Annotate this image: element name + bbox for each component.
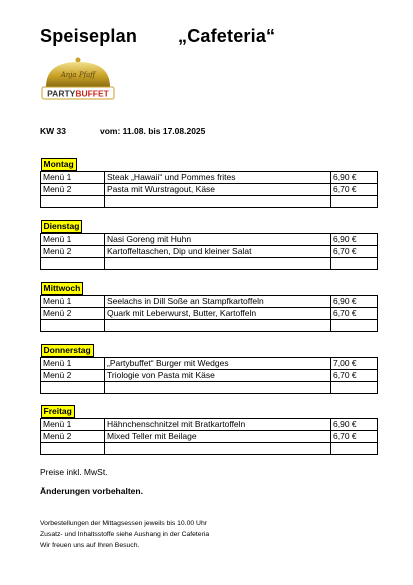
menu-label: Menü 1 xyxy=(41,296,105,308)
dish-name: Steak „Hawaii“ und Pommes frites xyxy=(105,172,331,184)
dish-price: 6,90 € xyxy=(331,234,378,246)
table-row xyxy=(41,431,378,443)
cloche-logo-icon xyxy=(40,55,116,103)
changes-note: Änderungen vorbehalten. xyxy=(40,486,143,496)
partybuffet-logo xyxy=(40,55,116,103)
dish-price: 6,70 € xyxy=(331,184,378,196)
day-block-donnerstag xyxy=(40,344,377,394)
dish-name: Triologie von Pasta mit Käse xyxy=(105,370,331,382)
dish-name: Hähnchenschnitzel mit Bratkartoffeln xyxy=(105,419,331,431)
table-row-empty xyxy=(41,258,378,270)
menu-label: Menü 2 xyxy=(41,308,105,320)
menu-label: Menü 1 xyxy=(41,358,105,370)
menu-table xyxy=(40,405,378,455)
menu-label: Menü 2 xyxy=(41,370,105,382)
menu-label: Menü 2 xyxy=(41,246,105,258)
week-range: vom: 11.08. bis 17.08.2025 xyxy=(100,126,206,136)
price-note: Preise inkl. MwSt. xyxy=(40,467,108,477)
footer-line-preorder: Vorbestellungen der Mittagsessen jeweils bis 10.00 Uhr xyxy=(40,520,207,527)
dish-price: 6,70 € xyxy=(331,246,378,258)
dish-name: Nasi Goreng mit Huhn xyxy=(105,234,331,246)
day-name: Montag xyxy=(41,158,77,171)
table-row-empty xyxy=(41,382,378,394)
table-row xyxy=(41,172,378,184)
logo-brand-party: PARTY xyxy=(47,88,76,99)
menu-table xyxy=(40,282,378,332)
day-block-mittwoch xyxy=(40,282,377,332)
menu-label: Menü 1 xyxy=(41,172,105,184)
day-name: Donnerstag xyxy=(41,344,94,357)
footer-line-welcome: Wir freuen uns auf Ihren Besuch. xyxy=(40,542,140,549)
location-title: „Cafeteria“ xyxy=(178,26,276,46)
menu-label: Menü 2 xyxy=(41,184,105,196)
table-row xyxy=(41,184,378,196)
menu-label: Menü 2 xyxy=(41,431,105,443)
dish-name: Seelachs in Dill Soße an Stampfkartoffeln xyxy=(105,296,331,308)
dish-price: 6,90 € xyxy=(331,419,378,431)
day-name: Freitag xyxy=(41,405,75,418)
dish-price: 6,70 € xyxy=(331,431,378,443)
table-row xyxy=(41,370,378,382)
day-name: Mittwoch xyxy=(41,282,84,295)
table-row xyxy=(41,419,378,431)
dish-price: 6,90 € xyxy=(331,296,378,308)
week-number: KW 33 xyxy=(40,126,66,136)
dish-price: 6,70 € xyxy=(331,370,378,382)
table-row-empty xyxy=(41,196,378,208)
menu-label: Menü 1 xyxy=(41,234,105,246)
day-block-freitag xyxy=(40,405,377,455)
day-name: Dienstag xyxy=(41,220,83,233)
table-row xyxy=(41,296,378,308)
menu-label: Menü 1 xyxy=(41,419,105,431)
dish-price: 6,70 € xyxy=(331,308,378,320)
dish-name: „Partybuffet“ Burger mit Wedges xyxy=(105,358,331,370)
dish-name: Pasta mit Wurstragout, Käse xyxy=(105,184,331,196)
table-row xyxy=(41,308,378,320)
table-row-empty xyxy=(41,443,378,455)
logo-brand-buffet: BUFFET xyxy=(75,88,109,99)
dish-name: Quark mit Leberwurst, Butter, Kartoffeln xyxy=(105,308,331,320)
dish-price: 7,00 € xyxy=(331,358,378,370)
day-block-montag xyxy=(40,158,377,208)
table-row-empty xyxy=(41,320,378,332)
footer-line-additives: Zusatz- und Inhaltsstoffe siehe Aushang in der Cafeteria xyxy=(40,531,210,538)
menu-table xyxy=(40,220,378,270)
page-title: Speiseplan xyxy=(40,26,138,46)
table-row xyxy=(41,234,378,246)
table-row xyxy=(41,246,378,258)
footer xyxy=(40,518,209,551)
svg-text:PARTYBUFFET xyxy=(47,89,110,99)
table-row xyxy=(41,358,378,370)
menu-table xyxy=(40,158,378,208)
dish-name: Mixed Teller mit Beilage xyxy=(105,431,331,443)
logo-script-text: Anja Pfaff xyxy=(60,71,96,79)
dish-price: 6,90 € xyxy=(331,172,378,184)
dish-name: Kartoffeltaschen, Dip und kleiner Salat xyxy=(105,246,331,258)
menu-table xyxy=(40,344,378,394)
day-block-dienstag xyxy=(40,220,377,270)
